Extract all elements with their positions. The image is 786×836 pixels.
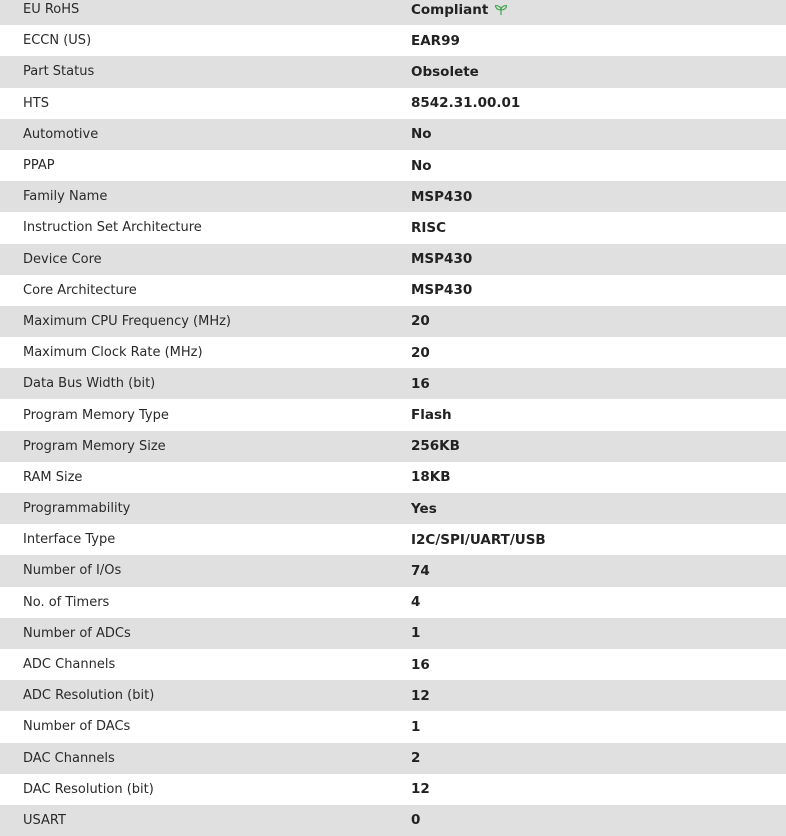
spec-row-ppap [0,150,786,181]
spec-value: Flash [411,407,452,424]
spec-row-programmability [0,493,786,524]
spec-label: Part Status [23,64,95,80]
spec-label: ECCN (US) [23,33,92,49]
spec-label: Maximum Clock Rate (MHz) [23,345,203,361]
spec-label: HTS [23,95,49,111]
spec-value: MSP430 [411,282,473,299]
spec-value: 12 [411,781,430,798]
spec-label: Program Memory Size [23,438,166,454]
spec-value: 16 [411,375,430,392]
spec-label: Programmability [23,501,131,517]
spec-value: 2 [411,750,421,767]
spec-row-adc-resolution [0,680,786,711]
spec-label: ADC Channels [23,657,116,673]
spec-value: EAR99 [411,32,460,49]
spec-value: 20 [411,344,430,361]
spec-label: Automotive [23,126,99,142]
spec-label: PPAP [23,158,55,174]
spec-value: 1 [411,718,421,735]
spec-value: 16 [411,656,430,673]
spec-value: I2C/SPI/UART/USB [411,531,546,548]
spec-value: MSP430 [411,251,473,268]
leaf-icon [494,4,508,16]
spec-label: EU RoHS [23,2,80,18]
spec-row-isa [0,212,786,243]
spec-row-adc-channels [0,649,786,680]
spec-row-core-architecture [0,275,786,306]
spec-row-program-memory-size [0,431,786,462]
spec-label: ADC Resolution (bit) [23,688,155,704]
spec-value: 256KB [411,438,460,455]
spec-label: Program Memory Type [23,407,169,423]
spec-label: RAM Size [23,469,83,485]
spec-row-device-core [0,244,786,275]
spec-label: No. of Timers [23,594,110,610]
spec-row-usart [0,805,786,836]
spec-label: Device Core [23,251,102,267]
spec-value: No [411,126,432,143]
spec-value: 4 [411,594,421,611]
spec-value: 1 [411,625,421,642]
spec-label: Interface Type [23,532,116,548]
spec-value: 74 [411,562,430,579]
spec-label: Instruction Set Architecture [23,220,202,236]
spec-value: 0 [411,812,421,829]
spec-row-max-cpu-frequency [0,306,786,337]
spec-label: Number of I/Os [23,563,122,579]
spec-value: 8542.31.00.01 [411,95,521,112]
spec-label: USART [23,812,66,828]
spec-row-program-memory-type [0,399,786,430]
spec-row-part-status [0,56,786,87]
spec-row-hts [0,88,786,119]
spec-row-number-of-dacs [0,711,786,742]
spec-row-dac-resolution [0,774,786,805]
spec-row-number-of-ios [0,555,786,586]
spec-value: 18KB [411,469,451,486]
spec-label: DAC Channels [23,750,115,766]
spec-label: Maximum CPU Frequency (MHz) [23,313,231,329]
spec-value-text: Compliant [411,1,489,18]
spec-label: Core Architecture [23,282,137,298]
spec-row-eu-rohs [0,0,786,25]
spec-label: Number of ADCs [23,625,131,641]
spec-row-data-bus-width [0,368,786,399]
spec-value: RISC [411,219,447,236]
spec-value: Obsolete [411,63,479,80]
spec-row-ram-size [0,462,786,493]
spec-label: Data Bus Width (bit) [23,376,156,392]
spec-row-timers [0,587,786,618]
spec-row-dac-channels [0,743,786,774]
spec-row-max-clock-rate [0,337,786,368]
spec-row-eccn [0,25,786,56]
spec-row-interface-type [0,524,786,555]
spec-row-automotive [0,119,786,150]
spec-label: Family Name [23,189,108,205]
spec-label: Number of DACs [23,719,131,735]
spec-value: MSP430 [411,188,473,205]
spec-value: 12 [411,687,430,704]
spec-value: Yes [411,500,437,517]
spec-row-family-name [0,181,786,212]
spec-row-number-of-adcs [0,618,786,649]
spec-value [388,2,786,18]
spec-label: DAC Resolution (bit) [23,781,154,797]
spec-value: 20 [411,313,430,330]
spec-value: No [411,157,432,174]
